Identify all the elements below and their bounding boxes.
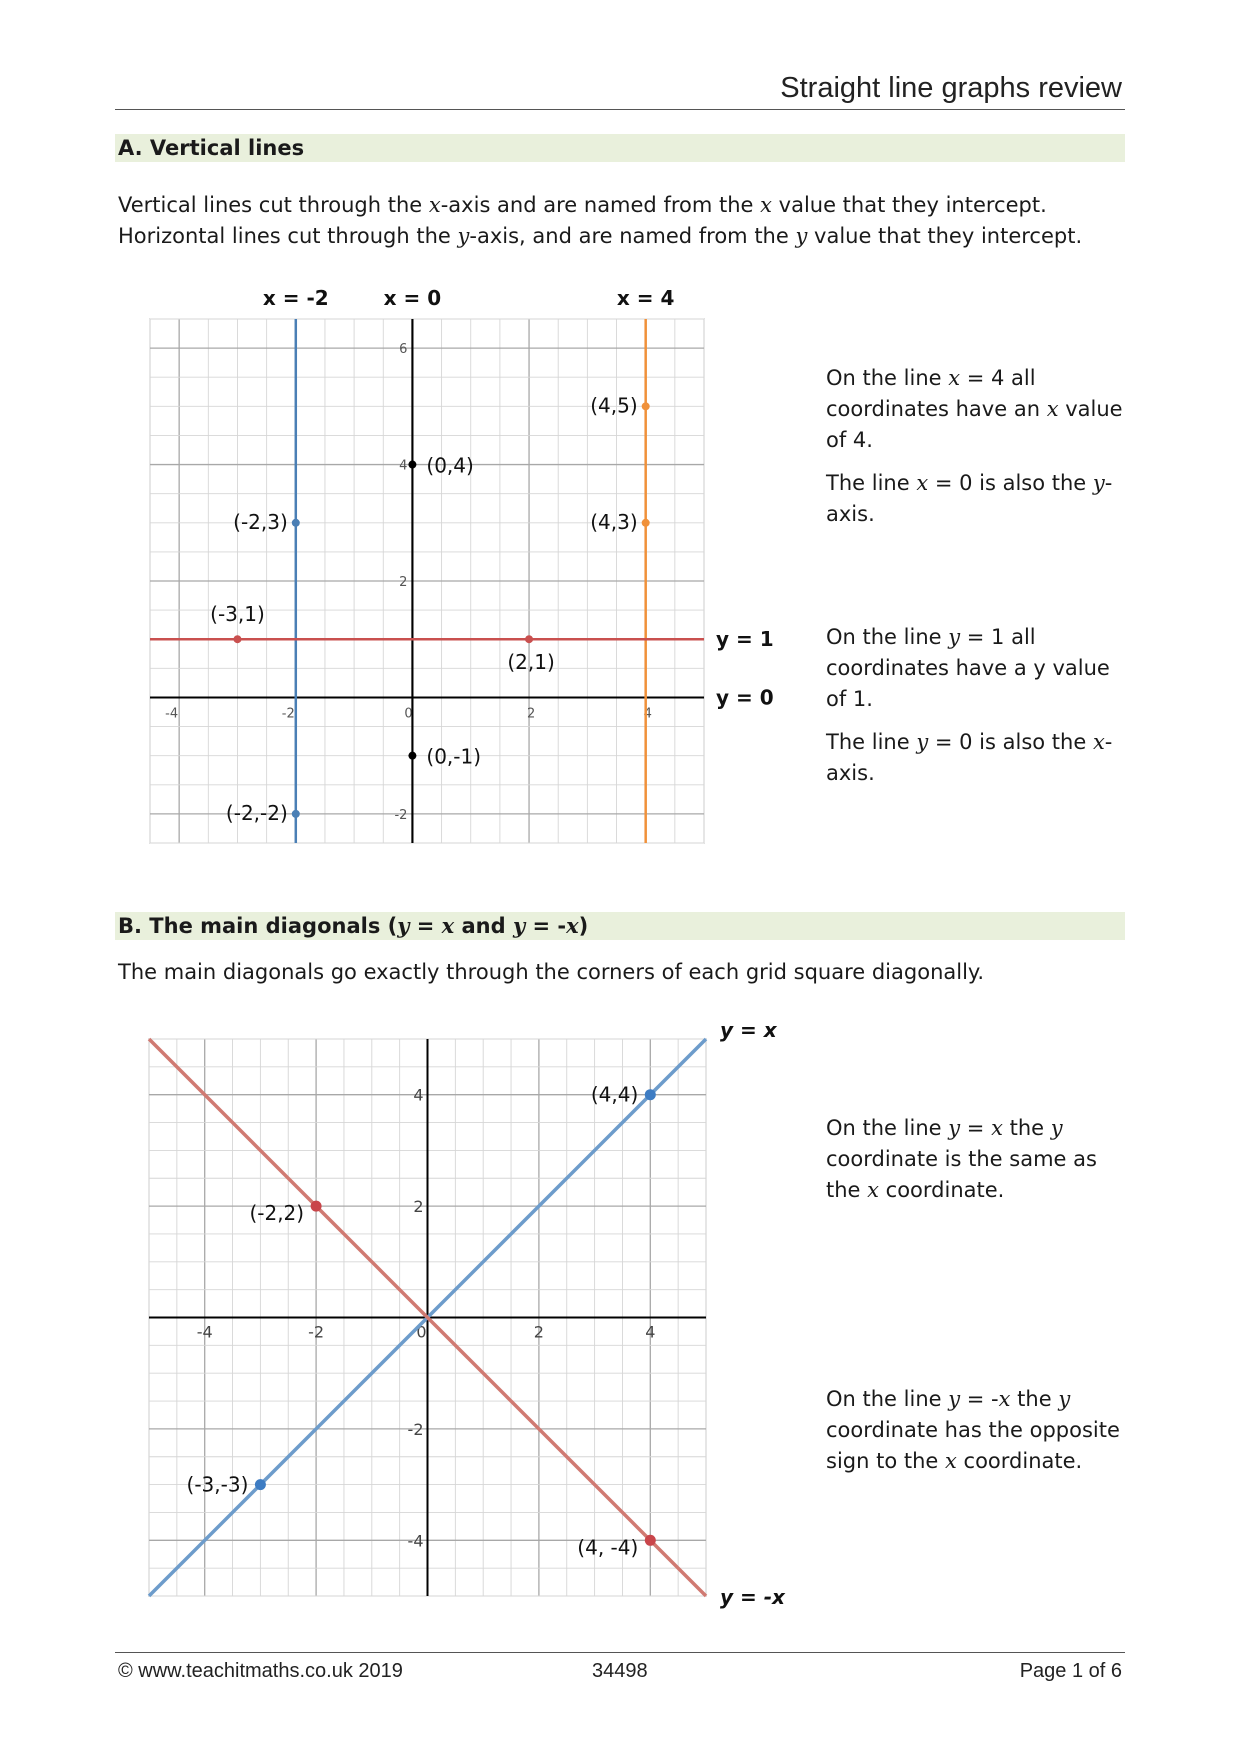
line-label-x-4: x = 4 bbox=[616, 286, 675, 310]
point-label-3-3: (-3,-3) bbox=[186, 1472, 249, 1497]
point-3-1 bbox=[233, 635, 241, 643]
point-0-1 bbox=[408, 752, 416, 760]
y-tick-label: 2 bbox=[399, 575, 408, 590]
x-tick-label: 0 bbox=[404, 706, 413, 722]
x-tick-label: 4 bbox=[643, 706, 652, 722]
point-label-2-3: (-2,3) bbox=[233, 509, 288, 534]
point-label-2-2: (-2,-2) bbox=[225, 800, 288, 825]
section-b-note-y-equals-minus-x: On the line y = -x the y coordinate has the opposite sign to the x coordinate. bbox=[826, 1387, 1120, 1473]
line-label-x-0: x = 0 bbox=[383, 286, 442, 310]
point-label-0-1: (0,-1) bbox=[426, 744, 482, 769]
point-label-0-4: (0,4) bbox=[426, 453, 474, 478]
x-tick-label: 4 bbox=[645, 1322, 656, 1342]
section-a-heading: A. Vertical lines bbox=[115, 134, 1125, 162]
section-b-note-y-equals-x: On the line y = x the y coordinate is the same as the x coordinate. bbox=[826, 1116, 1097, 1202]
x-tick-label: 0 bbox=[416, 1322, 427, 1342]
point-label-4-4: (4,4) bbox=[590, 1082, 639, 1107]
x-tick-label: -4 bbox=[196, 1322, 213, 1342]
point-label-2-2: (-2,2) bbox=[249, 1201, 305, 1226]
line-label-x-2: x = -2 bbox=[262, 286, 329, 310]
x-tick-label: 2 bbox=[533, 1322, 544, 1342]
y-tick-label: 4 bbox=[399, 458, 408, 474]
point-label-4-4: (4, -4) bbox=[577, 1535, 639, 1560]
y-tick-label: 6 bbox=[399, 342, 408, 358]
page-title: Straight line graphs review bbox=[780, 72, 1122, 104]
footer-page-number: Page 1 of 6 bbox=[1019, 1660, 1122, 1682]
line-label-y-0: y = 0 bbox=[716, 685, 774, 710]
y-tick-label: -4 bbox=[407, 1531, 424, 1551]
point-label-4-3: (4,3) bbox=[590, 509, 638, 534]
line-label-y-1: y = 1 bbox=[716, 627, 774, 652]
point-0-4 bbox=[408, 461, 416, 469]
point-2-1 bbox=[525, 635, 533, 643]
point-4-3 bbox=[642, 519, 650, 527]
y-tick-label: -2 bbox=[407, 1419, 424, 1439]
note-x-equals-4: On the line x = 4 all coordinates have an x value of 4. bbox=[826, 366, 1123, 452]
section-b-intro: The main diagonals go exactly through the corners of each grid square diagonally. bbox=[118, 960, 985, 984]
x-tick-label: 2 bbox=[527, 706, 536, 722]
point-3-3 bbox=[255, 1479, 266, 1490]
line-label-y-x: y = -x bbox=[720, 1585, 785, 1609]
point-label-4-5: (4,5) bbox=[590, 393, 638, 418]
x-tick-label: -2 bbox=[308, 1322, 325, 1342]
note-y-equals-1: On the line y = 1 all coordinates have a y value of 1. bbox=[826, 625, 1110, 711]
note-y-equals-0: The line y = 0 is also the x-axis. bbox=[826, 730, 1113, 785]
section-b-heading: B. The main diagonals (y = x and y = -x) bbox=[115, 912, 1125, 940]
intro-line-2: Horizontal lines cut through the y-axis, and are named from the y value that they intercept. bbox=[118, 224, 1083, 248]
point-label-2-1: (2,1) bbox=[507, 650, 555, 675]
x-tick-label: -2 bbox=[281, 706, 295, 722]
y-tick-label: 4 bbox=[413, 1085, 424, 1105]
section-a-notes-top bbox=[826, 363, 1126, 542]
y-tick-label: 2 bbox=[413, 1197, 424, 1217]
footer-rule bbox=[115, 1652, 1125, 1653]
intro-line-1: Vertical lines cut through the x-axis and are named from the x value that they intercept. bbox=[118, 193, 1047, 217]
line-label-y-x: y = x bbox=[720, 1018, 777, 1042]
y-tick-label: -2 bbox=[394, 807, 408, 823]
note-x-equals-0: The line x = 0 is also the y-axis. bbox=[826, 471, 1113, 526]
point-2-2 bbox=[311, 1201, 322, 1212]
section-a-notes-bottom bbox=[826, 622, 1126, 801]
point-4-5 bbox=[642, 402, 650, 410]
point-2-2 bbox=[292, 810, 300, 818]
point-2-3 bbox=[292, 519, 300, 527]
point-4-4 bbox=[645, 1535, 656, 1546]
footer-copyright: © www.teachitmaths.co.uk 2019 bbox=[118, 1660, 403, 1682]
x-tick-label: -4 bbox=[165, 706, 179, 722]
point-label-3-1: (-3,1) bbox=[210, 602, 265, 627]
point-4-4 bbox=[645, 1089, 656, 1100]
footer-resource-code: 34498 bbox=[592, 1660, 648, 1682]
